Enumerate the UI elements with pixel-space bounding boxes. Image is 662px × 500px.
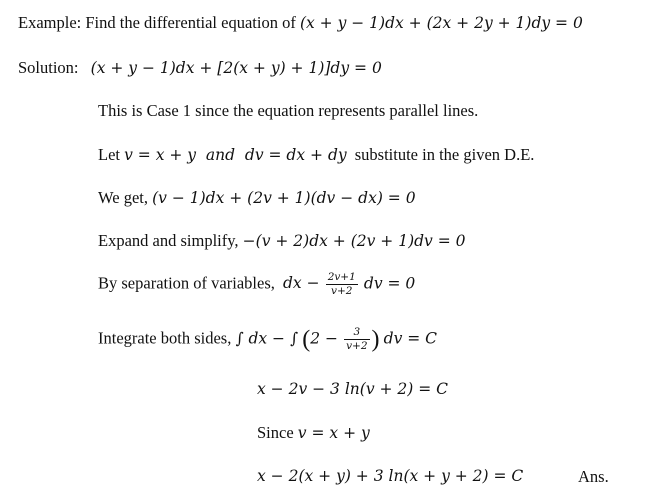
solution-label: Solution: xyxy=(18,58,79,77)
integrate-math-pre: ∫ dx − ∫ xyxy=(235,329,299,348)
left-paren: ( xyxy=(302,326,311,353)
right-paren: ) xyxy=(371,326,380,353)
substitution-suffix: substitute in the given D.E. xyxy=(354,145,535,164)
example-line xyxy=(18,12,583,34)
separation-math-pre: dx − xyxy=(282,274,320,293)
separation-line xyxy=(98,272,415,297)
since-line xyxy=(257,422,370,444)
expand-label: Expand and simplify, xyxy=(98,231,239,250)
we-get-line xyxy=(98,187,416,209)
substitution-math: v = x + y and dv = dx + dy xyxy=(124,146,347,164)
expand-line xyxy=(98,230,466,252)
integrate-math-two: 2 − xyxy=(310,329,338,348)
integrate-label: Integrate both sides, xyxy=(98,328,232,348)
substitution-line xyxy=(98,144,534,166)
separation-math-post: dv = 0 xyxy=(363,274,416,293)
integrate-fraction xyxy=(344,327,369,352)
expand-math: −(v + 2)dx + (2v + 1)dv = 0 xyxy=(242,232,466,250)
we-get-label: We get, xyxy=(98,188,148,207)
case-note: This is Case 1 since the equation represents parallel lines. xyxy=(98,101,479,120)
answer-label: Ans. xyxy=(578,467,609,486)
integrate-line xyxy=(98,327,437,352)
since-math: v = x + y xyxy=(297,424,370,442)
integrate-math-post: dv = C xyxy=(383,329,438,348)
let-prefix: Let xyxy=(98,145,120,164)
final-equation: x − 2(x + y) + 3 ln(x + y + 2) = C xyxy=(257,467,524,485)
solution-equation: (x + y − 1)dx + [2(x + y) + 1)]dy = 0 xyxy=(90,59,382,77)
example-equation: (x + y − 1)dx + (2x + 2y + 1)dy = 0 xyxy=(299,14,583,32)
result-equation: x − 2v − 3 ln(v + 2) = C xyxy=(257,380,449,398)
example-label: Example: Find the differential equation of xyxy=(18,13,296,32)
since-label: Since xyxy=(257,423,294,442)
separation-fraction xyxy=(326,272,358,297)
separation-fraction-denominator: v+2 xyxy=(331,285,353,297)
integrate-fraction-numerator: 3 xyxy=(344,327,369,340)
we-get-math: (v − 1)dx + (2v + 1)(dv − dx) = 0 xyxy=(152,189,416,207)
solution-line xyxy=(18,57,382,79)
separation-label: By separation of variables, xyxy=(98,273,275,293)
separation-fraction-numerator: 2v+1 xyxy=(327,271,356,283)
integrate-fraction-denominator: v+2 xyxy=(346,340,368,352)
